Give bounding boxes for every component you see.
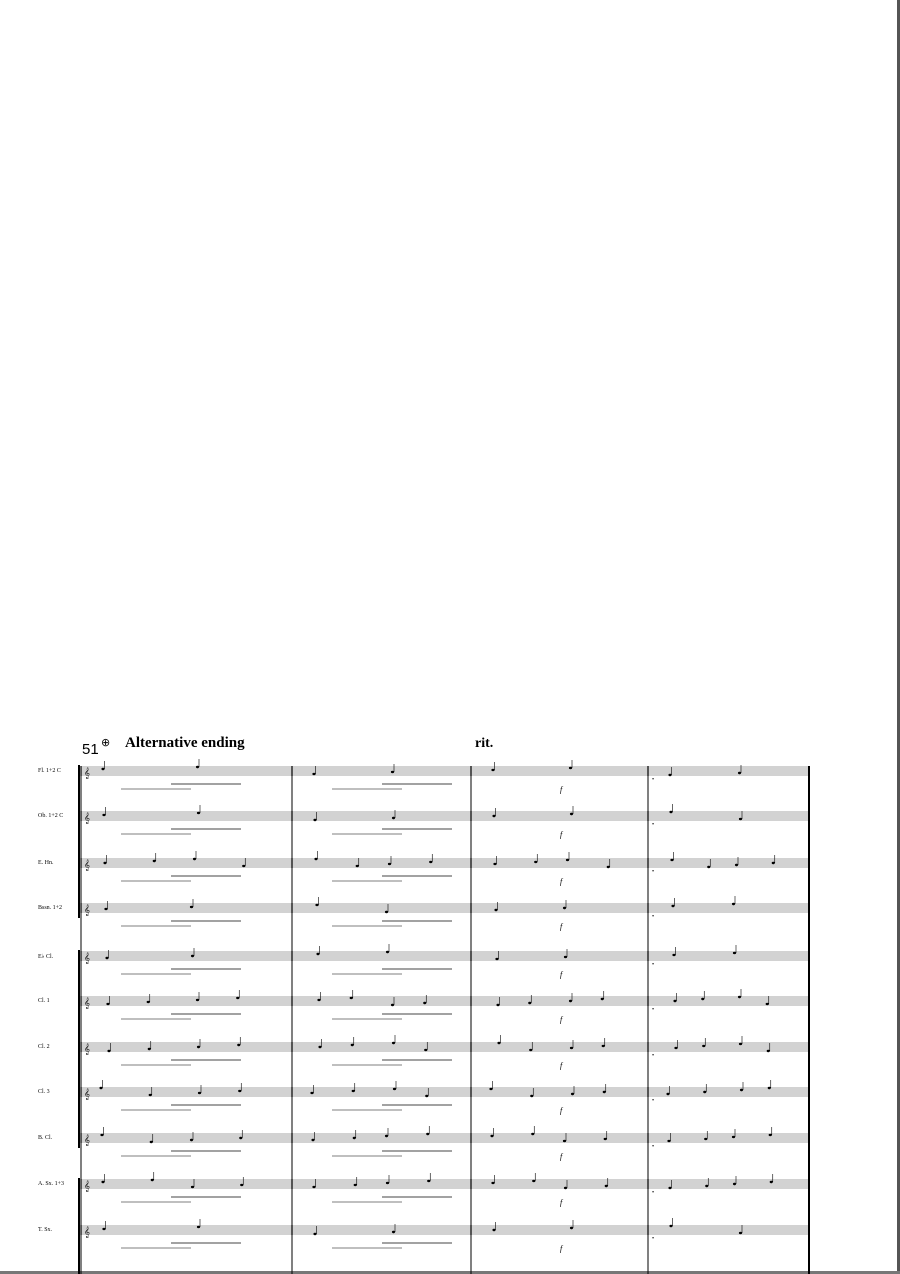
dynamic-mark: f xyxy=(560,1015,563,1024)
treble-clef-icon: 𝄞 xyxy=(84,860,90,871)
note-head xyxy=(733,952,736,954)
fermata-dot: • xyxy=(652,1098,655,1104)
note-head xyxy=(149,1094,152,1096)
note-head xyxy=(193,858,196,860)
note-head xyxy=(601,998,604,1000)
note-head xyxy=(563,907,566,909)
dynamic-mark: f xyxy=(560,1198,563,1207)
note-head xyxy=(150,1141,153,1143)
note-head xyxy=(391,1004,394,1006)
treble-clef-icon: 𝄞 xyxy=(84,813,90,824)
fermata-dot: • xyxy=(652,914,655,920)
note-head xyxy=(393,1088,396,1090)
note-head xyxy=(739,1043,742,1045)
note-head xyxy=(312,773,315,775)
treble-clef-icon: 𝄞 xyxy=(84,1181,90,1192)
treble-clef-icon: 𝄞 xyxy=(84,905,90,916)
note-head xyxy=(497,1042,500,1044)
note-head xyxy=(732,1136,735,1138)
note-head xyxy=(153,860,156,862)
note-head xyxy=(495,958,498,960)
note-head xyxy=(101,768,104,770)
treble-clef-icon: 𝄞 xyxy=(84,1089,90,1100)
note-head xyxy=(602,1045,605,1047)
fermata-dot: • xyxy=(652,1053,655,1059)
note-head xyxy=(740,1089,743,1091)
note-head xyxy=(147,1001,150,1003)
note-head xyxy=(704,1138,707,1140)
dynamic-mark: f xyxy=(560,1244,563,1253)
note-head xyxy=(496,1004,499,1006)
note-head xyxy=(668,1187,671,1189)
note-head xyxy=(492,1229,495,1231)
note-head xyxy=(528,1002,531,1004)
coda-icon: ⊕ xyxy=(101,736,111,749)
instrument-label: Cl. 3 xyxy=(38,1089,50,1095)
note-head xyxy=(107,1050,110,1052)
note-head xyxy=(670,859,673,861)
note-head xyxy=(196,999,199,1001)
note-head xyxy=(106,1003,109,1005)
note-head xyxy=(770,1181,773,1183)
fermata-dot: • xyxy=(652,962,655,968)
note-head xyxy=(569,1000,572,1002)
note-head xyxy=(605,1185,608,1187)
note-head xyxy=(388,863,391,865)
note-head xyxy=(570,1047,573,1049)
dynamic-mark: f xyxy=(560,1061,563,1070)
section-title: Alternative ending xyxy=(125,735,245,751)
note-head xyxy=(313,1233,316,1235)
note-head xyxy=(151,1179,154,1181)
note-head xyxy=(314,858,317,860)
note-head xyxy=(732,903,735,905)
note-head xyxy=(493,863,496,865)
note-head xyxy=(190,1139,193,1141)
note-head xyxy=(733,1183,736,1185)
note-head xyxy=(102,814,105,816)
note-head xyxy=(674,1047,677,1049)
note-head xyxy=(768,1087,771,1089)
instrument-label: Cl. 1 xyxy=(38,998,50,1004)
note-head xyxy=(529,1049,532,1051)
note-head xyxy=(391,771,394,773)
note-head xyxy=(197,1046,200,1048)
note-head xyxy=(429,861,432,863)
note-head xyxy=(424,1049,427,1051)
treble-clef-icon: 𝄞 xyxy=(84,1044,90,1055)
note-head xyxy=(386,1182,389,1184)
note-head xyxy=(191,955,194,957)
note-head xyxy=(563,1140,566,1142)
note-head xyxy=(491,769,494,771)
dynamic-mark: f xyxy=(560,922,563,931)
treble-clef-icon: 𝄞 xyxy=(84,768,90,779)
note-head xyxy=(354,1184,357,1186)
note-head xyxy=(318,1046,321,1048)
note-head xyxy=(100,1134,103,1136)
note-head xyxy=(767,1050,770,1052)
treble-clef-icon: 𝄞 xyxy=(84,998,90,1009)
note-head xyxy=(532,1180,535,1182)
fermata-dot: • xyxy=(652,1007,655,1013)
dynamic-mark: f xyxy=(560,877,563,886)
note-head xyxy=(99,1087,102,1089)
note-head xyxy=(317,999,320,1001)
note-head xyxy=(739,818,742,820)
note-head xyxy=(566,859,569,861)
note-head xyxy=(607,866,610,868)
fermata-dot: • xyxy=(652,822,655,828)
note-head xyxy=(671,905,674,907)
note-head xyxy=(570,1227,573,1229)
note-head xyxy=(672,954,675,956)
instrument-label: T. Sx. xyxy=(38,1227,53,1233)
note-head xyxy=(239,1137,242,1139)
fermata-dot: • xyxy=(652,1236,655,1242)
note-head xyxy=(311,1139,314,1141)
note-head xyxy=(738,996,741,998)
instrument-label: Bssn. 1+2 xyxy=(38,905,63,911)
note-head xyxy=(530,1095,533,1097)
note-head xyxy=(571,1093,574,1095)
note-head xyxy=(668,774,671,776)
note-head xyxy=(356,865,359,867)
note-head xyxy=(352,1090,355,1092)
note-head xyxy=(238,1090,241,1092)
note-head xyxy=(604,1138,607,1140)
note-head xyxy=(316,953,319,955)
instrument-label: E. Hn. xyxy=(38,860,54,866)
note-head xyxy=(236,997,239,999)
note-head xyxy=(242,865,245,867)
note-head xyxy=(105,957,108,959)
note-head xyxy=(315,904,318,906)
fermata-dot: • xyxy=(652,1190,655,1196)
dynamic-mark: f xyxy=(560,785,563,794)
note-head xyxy=(425,1095,428,1097)
note-head xyxy=(101,1181,104,1183)
note-head xyxy=(190,906,193,908)
note-head xyxy=(426,1133,429,1135)
dynamic-mark: f xyxy=(560,830,563,839)
treble-clef-icon: 𝄞 xyxy=(84,953,90,964)
note-head xyxy=(735,864,738,866)
note-head xyxy=(666,1093,669,1095)
note-head xyxy=(392,1231,395,1233)
note-head xyxy=(197,812,200,814)
note-head xyxy=(385,1135,388,1137)
note-head xyxy=(197,1226,200,1228)
note-head xyxy=(310,1092,313,1094)
note-head xyxy=(198,1092,201,1094)
note-head xyxy=(491,1182,494,1184)
note-head xyxy=(531,1133,534,1135)
dynamic-mark: f xyxy=(560,1152,563,1161)
dynamic-mark: f xyxy=(560,970,563,979)
treble-clef-icon: 𝄞 xyxy=(84,1227,90,1238)
note-head xyxy=(353,1137,356,1139)
note-head xyxy=(240,1184,243,1186)
fermata-dot: • xyxy=(652,1144,655,1150)
instrument-label: Cl. 2 xyxy=(38,1044,50,1050)
note-head xyxy=(102,1228,105,1230)
note-head xyxy=(669,1225,672,1227)
note-head xyxy=(313,819,316,821)
note-head xyxy=(392,1042,395,1044)
note-head xyxy=(707,866,710,868)
note-head xyxy=(237,1044,240,1046)
note-head xyxy=(385,911,388,913)
note-head xyxy=(494,909,497,911)
note-head xyxy=(492,815,495,817)
note-head xyxy=(191,1186,194,1188)
note-head xyxy=(427,1180,430,1182)
note-head xyxy=(703,1091,706,1093)
note-head xyxy=(569,767,572,769)
instrument-label: A. Sx. 1+3 xyxy=(38,1181,65,1187)
note-head xyxy=(603,1091,606,1093)
fermata-dot: • xyxy=(652,869,655,875)
note-head xyxy=(423,1002,426,1004)
note-head xyxy=(769,1134,772,1136)
note-head xyxy=(766,1003,769,1005)
fermata-dot: • xyxy=(652,777,655,783)
tempo-marking: rit. xyxy=(475,736,494,751)
note-head xyxy=(739,1232,742,1234)
instrument-label: Ob. 1+2 C xyxy=(38,813,64,819)
note-head xyxy=(489,1088,492,1090)
note-head xyxy=(564,956,567,958)
note-head xyxy=(490,1135,493,1137)
note-head xyxy=(103,862,106,864)
note-head xyxy=(669,811,672,813)
note-head xyxy=(386,951,389,953)
note-head xyxy=(564,1187,567,1189)
instrument-label: Fl. 1+2 C xyxy=(38,768,61,774)
note-head xyxy=(196,766,199,768)
instrument-label: E♭ Cl. xyxy=(38,954,54,960)
note-head xyxy=(705,1185,708,1187)
note-head xyxy=(701,998,704,1000)
note-head xyxy=(534,861,537,863)
note-head xyxy=(350,997,353,999)
note-head xyxy=(312,1186,315,1188)
note-head xyxy=(702,1045,705,1047)
note-head xyxy=(738,772,741,774)
note-head xyxy=(570,813,573,815)
note-head xyxy=(667,1140,670,1142)
note-head xyxy=(148,1048,151,1050)
note-head xyxy=(673,1000,676,1002)
note-head xyxy=(772,862,775,864)
treble-clef-icon: 𝄞 xyxy=(84,1135,90,1146)
dynamic-mark: f xyxy=(560,1106,563,1115)
measure-number: 51 xyxy=(82,741,99,758)
note-head xyxy=(104,908,107,910)
note-head xyxy=(392,817,395,819)
note-head xyxy=(351,1044,354,1046)
instrument-label: B. Cl. xyxy=(38,1135,53,1141)
